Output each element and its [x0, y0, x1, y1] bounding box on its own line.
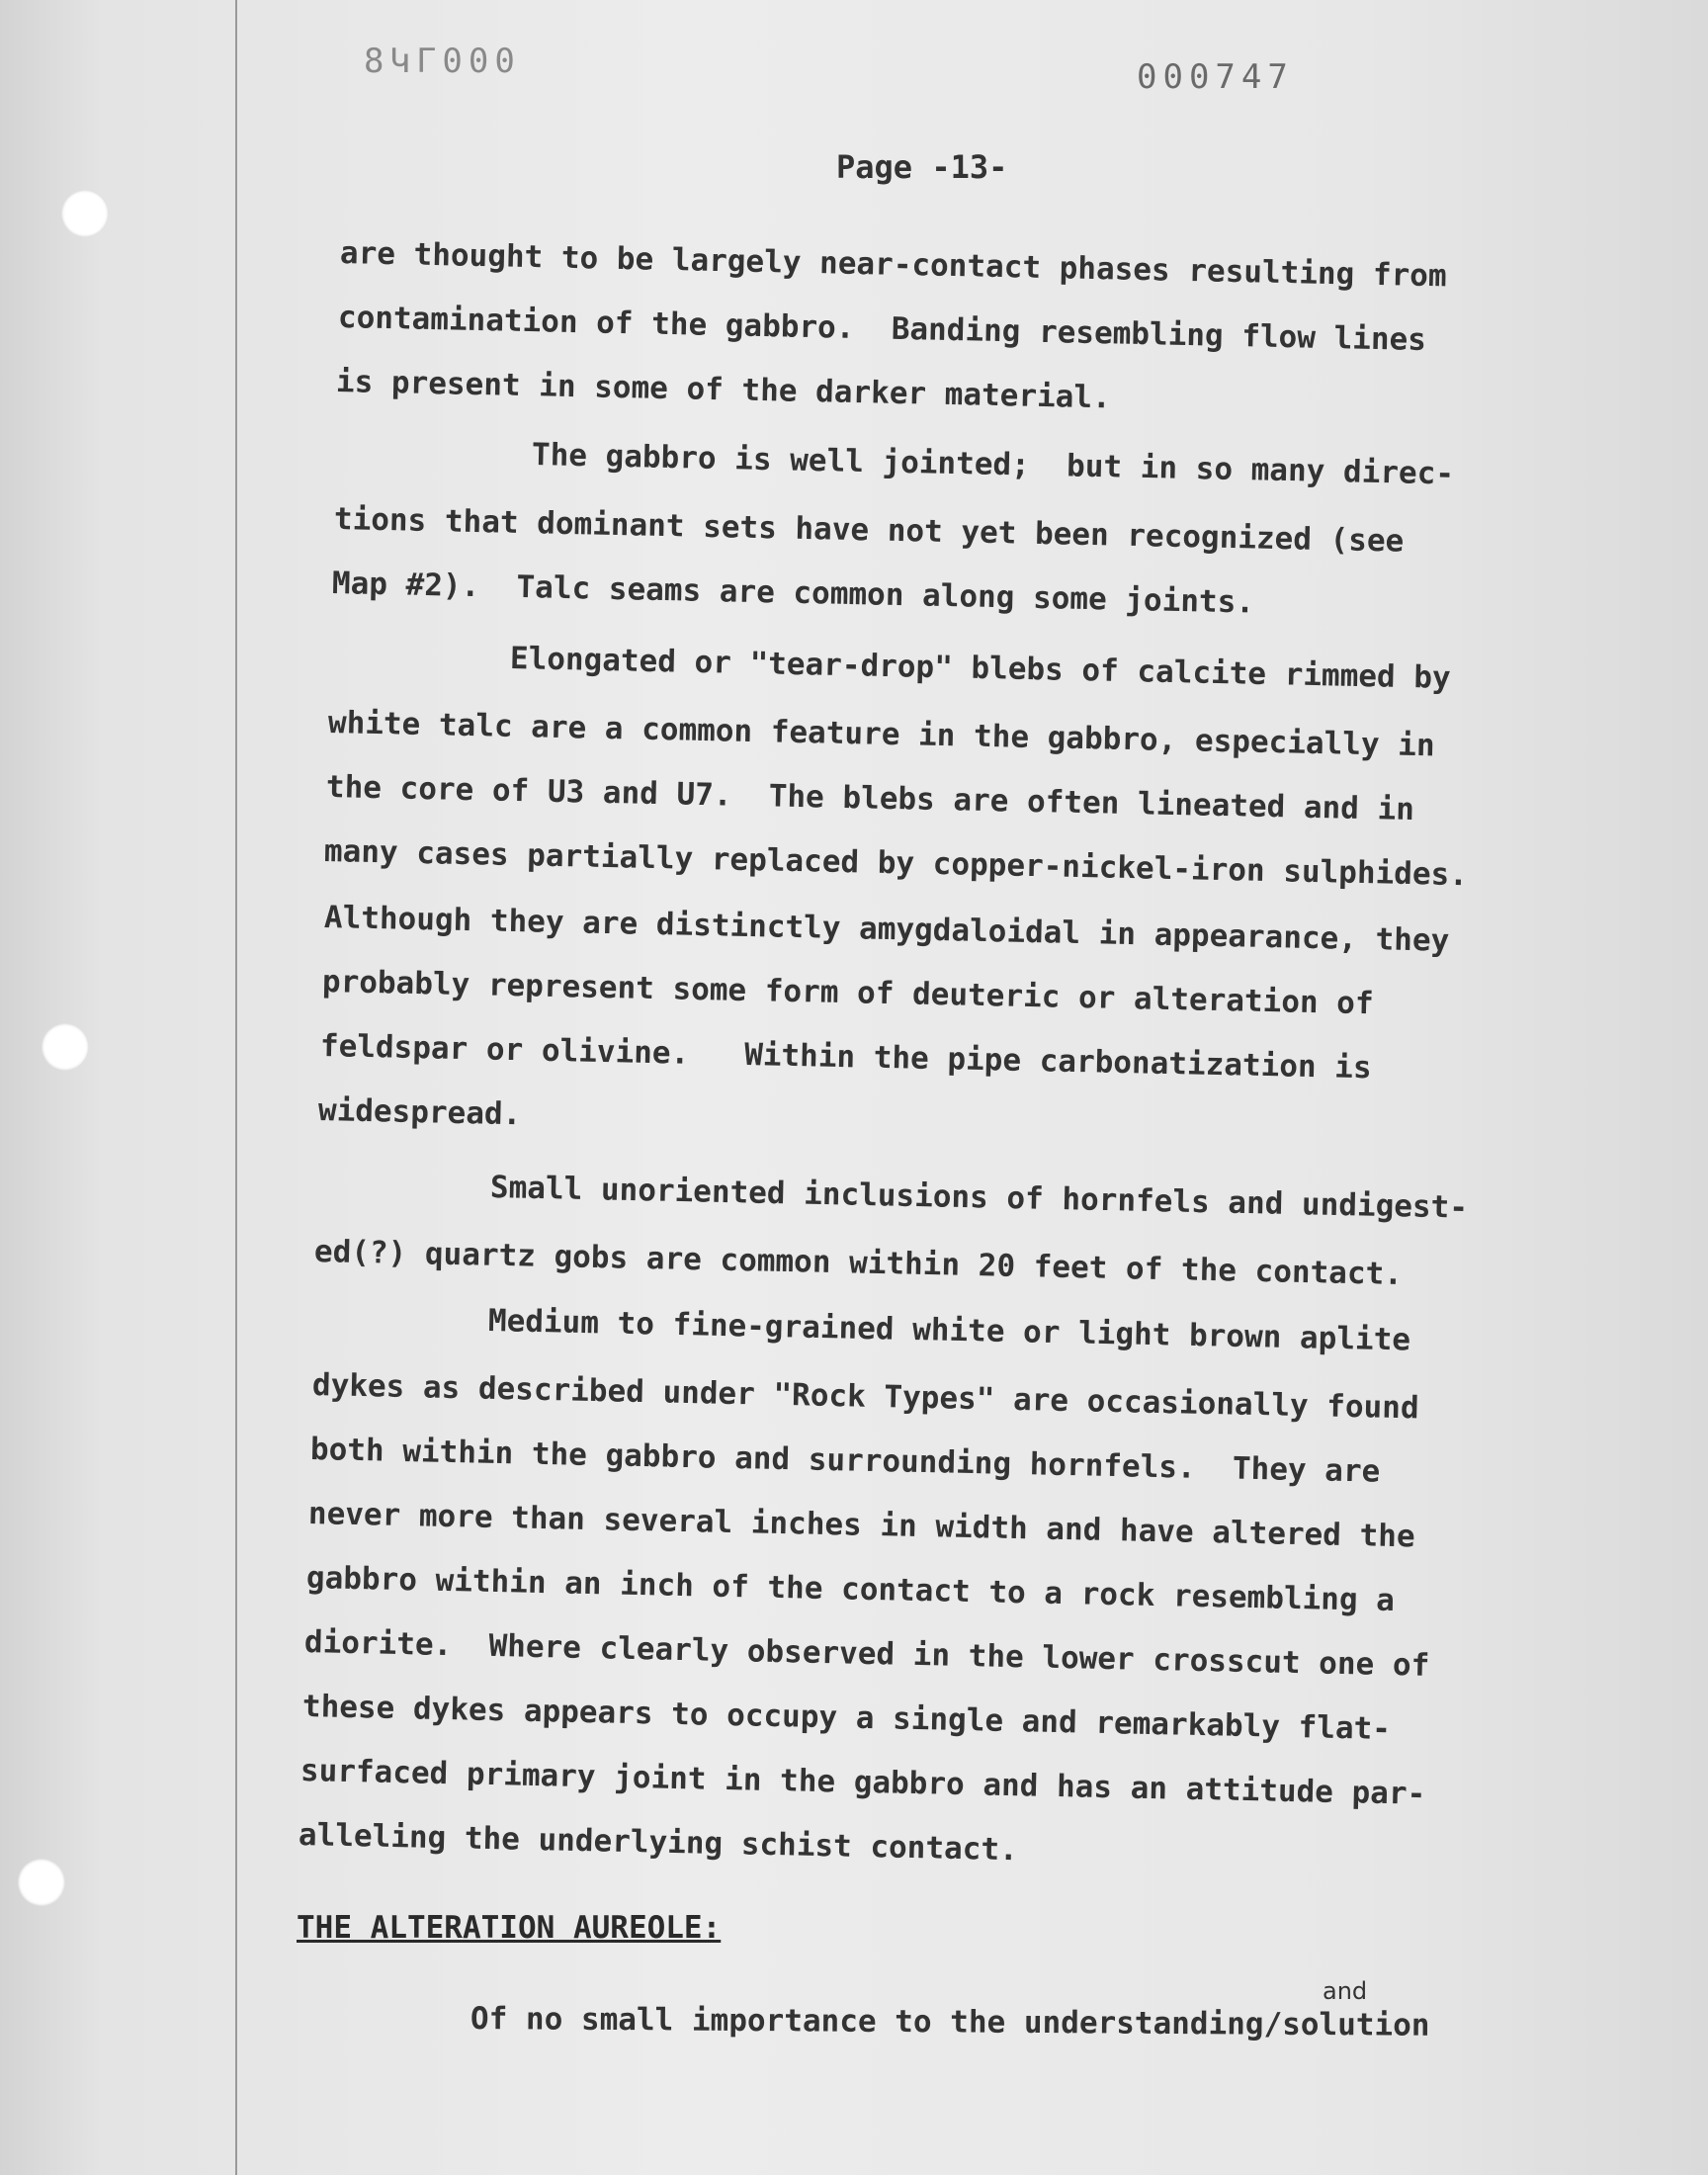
- body-line: Map #2). Talc seams are common along some joints.: [331, 566, 1255, 621]
- body-line: The gabbro is well jointed; but in so many direc-: [531, 437, 1455, 492]
- body-line: Small unoriented inclusions of hornfels and undigest-: [489, 1170, 1469, 1226]
- punch-hole-top: [61, 190, 109, 237]
- body-line: many cases partially replaced by copper-nickel-iron sulphides.: [323, 833, 1469, 894]
- section-heading: THE ALTERATION AUREOLE:: [297, 1910, 722, 1946]
- margin-line: [235, 0, 237, 2175]
- body-line: dykes as described under "Rock Types" are occasionally found: [311, 1367, 1419, 1427]
- body-line: is present in some of the darker material.: [335, 364, 1112, 416]
- body-line: never more than several inches in width and have altered the: [307, 1496, 1415, 1555]
- body-line: these dykes appears to occupy a single and remarkably flat-: [301, 1689, 1392, 1748]
- body-line: Medium to fine-grained white or light brown aplite: [487, 1303, 1411, 1358]
- body-line: widespread.: [317, 1092, 522, 1133]
- body-line: contamination of the gabbro. Banding resembling flow lines: [337, 300, 1427, 359]
- body-line: surfaced primary joint in the gabbro and has an attitude par-: [299, 1753, 1426, 1812]
- body-line: ed(?) quartz gobs are common within 20 feet of the contact.: [313, 1234, 1404, 1293]
- body-line: white talc are a common feature in the gabbro, especially in: [327, 705, 1435, 764]
- body-line: are thought to be largely near-contact phases resulting from: [339, 235, 1447, 295]
- body-line: Elongated or "tear-drop" blebs of calcite rimmed by: [509, 641, 1452, 696]
- page-number: Page -13-: [836, 148, 1008, 186]
- stamp-right: 000747: [1137, 57, 1294, 97]
- body-line: probably represent some form of deuteric or alteration of: [321, 964, 1374, 1022]
- body-line: feldspar or olivine. Within the pipe carbonatization is: [319, 1028, 1372, 1087]
- body-line: both within the gabbro and surrounding hornfels. They are: [309, 1432, 1381, 1490]
- punch-hole-middle: [42, 1023, 89, 1071]
- body-line: tions that dominant sets have not yet been recognized (see: [333, 501, 1405, 560]
- handwritten-insert: and: [1323, 1977, 1368, 2005]
- body-line: diorite. Where clearly observed in the lower crosscut one of: [303, 1624, 1430, 1684]
- body-line: alleling the underlying schist contact.: [298, 1817, 1019, 1869]
- punch-hole-bottom: [18, 1859, 65, 1906]
- body-line-last: Of no small importance to the understanding/solution: [470, 2001, 1430, 2044]
- body-line: Although they are distinctly amygdaloidal in appearance, they: [323, 900, 1450, 959]
- body-line: the core of U3 and U7. The blebs are often lineated and in: [325, 769, 1415, 828]
- stamp-left: 8ԿΓ000: [364, 42, 521, 81]
- body-line: gabbro within an inch of the contact to a rock resembling a: [305, 1560, 1396, 1619]
